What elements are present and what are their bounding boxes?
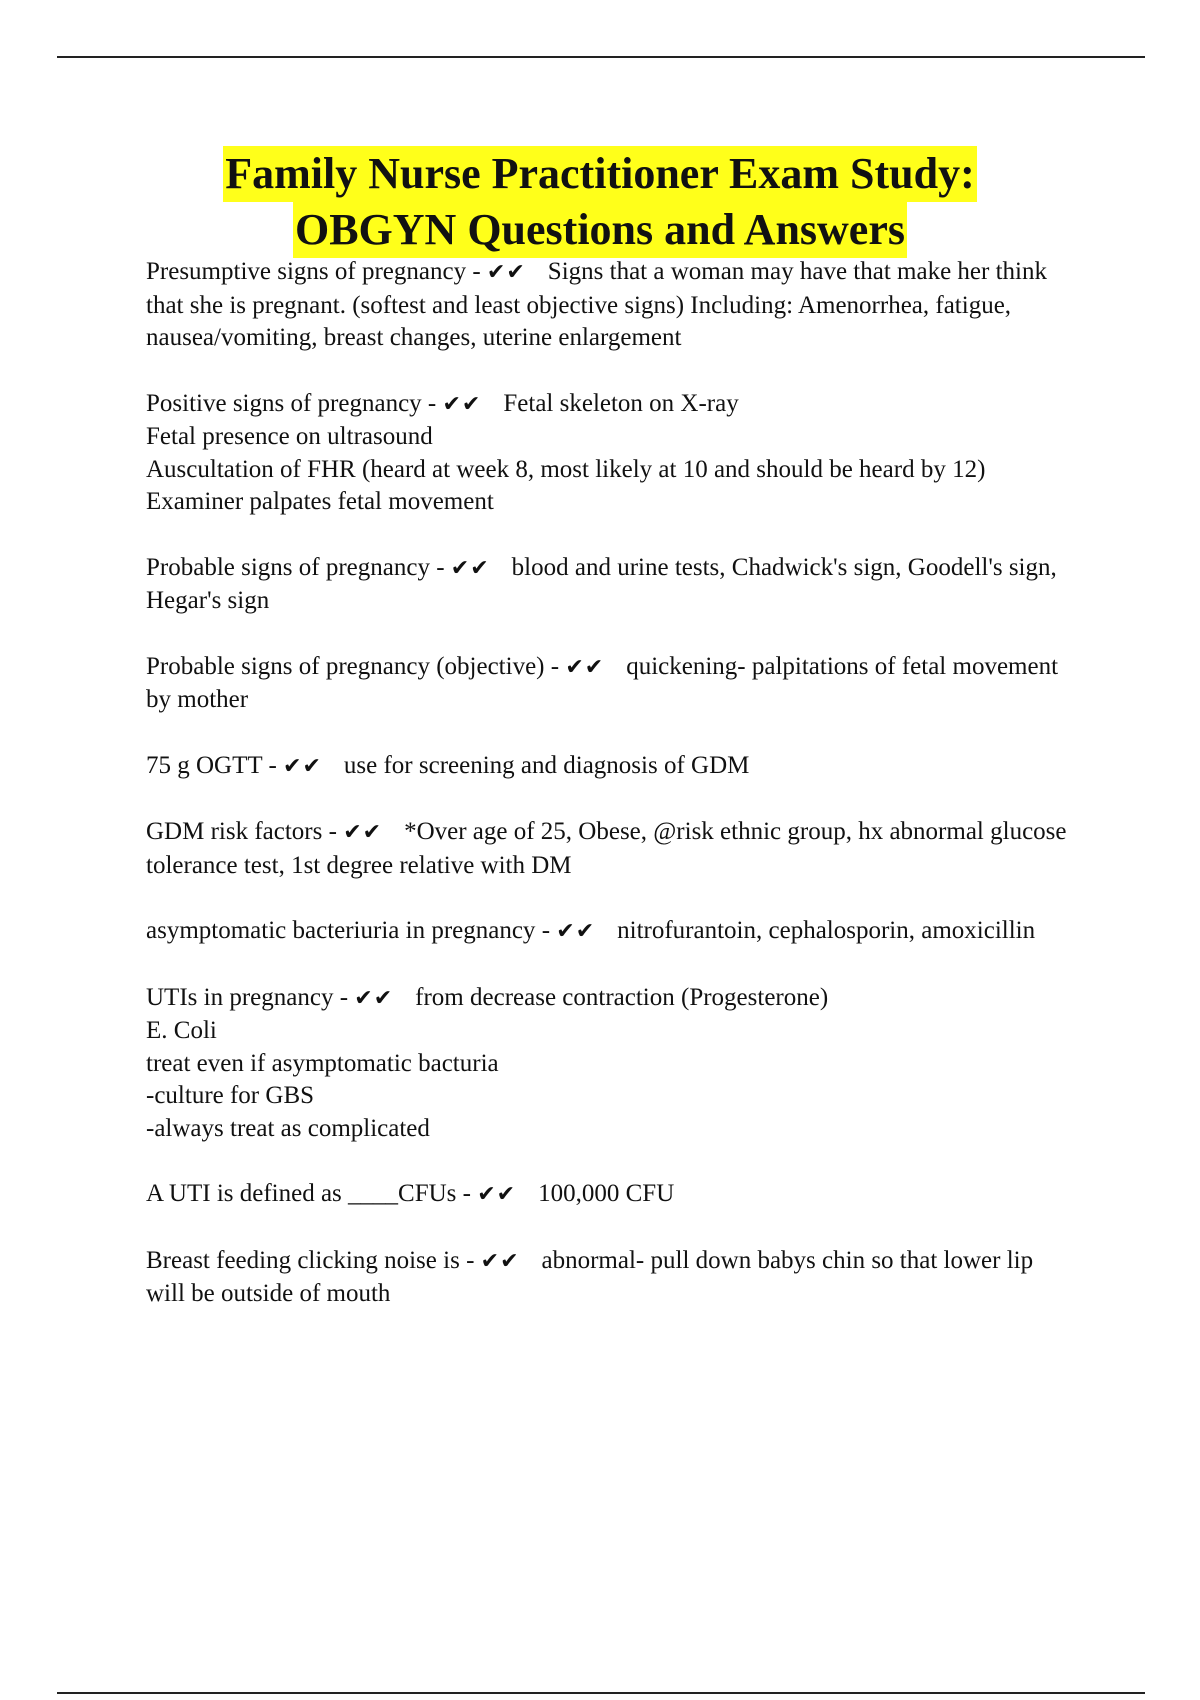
qa-first-line xyxy=(146,388,1076,422)
qa-list xyxy=(146,256,1076,1344)
question-text: Probable signs of pregnancy (objective) xyxy=(146,652,545,680)
double-check-icon: ✔✔ xyxy=(354,985,394,1011)
qa-first-line xyxy=(146,915,1076,949)
answer-line: Auscultation of FHR (heard at week 8, most likely at 10 and should be heard by 12) xyxy=(146,455,986,483)
answer-text: quickening- palpitations of fetal movement by mother xyxy=(146,652,1059,713)
bottom-rule xyxy=(57,1692,1145,1694)
question-text: 75 g OGTT xyxy=(146,751,263,779)
qa-first-line xyxy=(146,750,1076,784)
question-text: Probable signs of pregnancy xyxy=(146,553,430,581)
answer-text: from decrease contraction (Progesterone) xyxy=(415,983,829,1011)
separator-dash: - xyxy=(427,389,437,417)
double-check-icon: ✔✔ xyxy=(283,753,322,779)
question-text: Presumptive signs of pregnancy xyxy=(146,258,467,285)
double-check-icon: ✔✔ xyxy=(343,820,383,845)
answer-line: E. Coli xyxy=(146,1017,217,1044)
double-check-icon: ✔✔ xyxy=(565,654,605,680)
qa-first-line xyxy=(146,982,1076,1016)
qa-first-line xyxy=(146,1245,1076,1311)
qa-item xyxy=(146,388,1076,519)
separator-dash: - xyxy=(436,553,445,581)
answer-line: treat even if asymptomatic bacturia xyxy=(146,1049,499,1077)
qa-item xyxy=(146,750,1076,784)
separator-dash: - xyxy=(550,652,560,680)
separator-dash: - xyxy=(541,917,551,944)
qa-first-line xyxy=(146,256,1076,355)
answer-text: use for screening and diagnosis of GDM xyxy=(343,751,750,779)
answer-text: abnormal- pull down babys chin so that lower lip will be outside of mouth xyxy=(146,1246,1034,1307)
question-text: Positive signs of pregnancy xyxy=(146,389,422,417)
answer-text: *Over age of 25, Obese, @risk ethnic group, hx abnormal glucose tolerance test, 1st degree relative with DM xyxy=(146,818,1067,879)
qa-item xyxy=(146,982,1076,1146)
answer-text: Signs that a woman may have that make her think that she is pregnant. (softest and least objective signs) Including: Amenorrhea, fatigue, nausea/vomiting, breast changes, uterine enlargement xyxy=(146,258,1047,351)
top-rule xyxy=(57,56,1145,58)
double-check-icon: ✔✔ xyxy=(450,555,490,581)
separator-dash: - xyxy=(268,751,277,779)
answer-line: -always treat as complicated xyxy=(146,1114,430,1142)
double-check-icon: ✔✔ xyxy=(556,919,596,944)
question-text: asymptomatic bacteriuria in pregnancy xyxy=(146,917,536,944)
qa-item xyxy=(146,1178,1076,1212)
qa-item xyxy=(146,915,1076,949)
document-title xyxy=(0,146,1200,258)
separator-dash: - xyxy=(466,1246,475,1274)
double-check-icon: ✔✔ xyxy=(480,1248,520,1274)
qa-first-line xyxy=(146,651,1076,717)
answer-line: Fetal presence on ultrasound xyxy=(146,423,433,450)
qa-first-line xyxy=(146,816,1076,882)
qa-first-line xyxy=(146,1178,1076,1212)
qa-item xyxy=(146,651,1076,717)
double-check-icon: ✔✔ xyxy=(442,391,482,417)
title-line-1: Family Nurse Practitioner Exam Study: xyxy=(223,146,977,202)
qa-item xyxy=(146,1245,1076,1311)
answer-line: Examiner palpates fetal movement xyxy=(146,488,494,515)
qa-item xyxy=(146,552,1076,618)
answer-text: Fetal skeleton on X-ray xyxy=(503,389,739,417)
answer-text: 100,000 CFU xyxy=(538,1180,675,1207)
answer-text: blood and urine tests, Chadwick's sign, Goodell's sign, Hegar's sign xyxy=(146,553,1057,614)
answer-line: -culture for GBS xyxy=(146,1082,315,1109)
question-text: GDM risk factors xyxy=(146,818,323,845)
separator-dash: - xyxy=(328,818,337,845)
double-check-icon: ✔✔ xyxy=(486,260,526,285)
qa-first-line xyxy=(146,552,1076,618)
separator-dash: - xyxy=(472,258,481,285)
answer-text: nitrofurantoin, cephalosporin, amoxicillin xyxy=(617,917,1036,944)
double-check-icon: ✔✔ xyxy=(477,1182,517,1207)
title-line-2: OBGYN Questions and Answers xyxy=(293,202,907,258)
qa-item xyxy=(146,256,1076,355)
question-text: UTIs in pregnancy xyxy=(146,983,334,1011)
question-text: Breast feeding clicking noise is xyxy=(146,1246,460,1274)
qa-item xyxy=(146,816,1076,882)
separator-dash: - xyxy=(339,983,349,1011)
question-text: A UTI is defined as ____CFUs xyxy=(146,1180,457,1207)
separator-dash: - xyxy=(462,1180,471,1207)
